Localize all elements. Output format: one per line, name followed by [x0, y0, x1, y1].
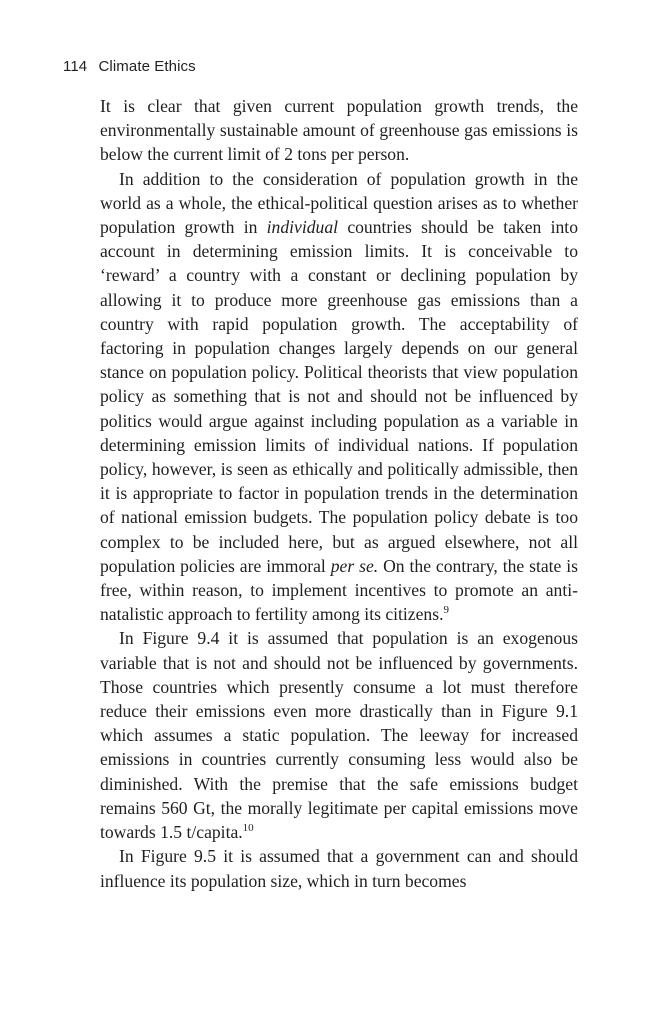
- paragraph: [100, 167, 578, 627]
- text-run: In Figure 9.5 it is assumed that a government can and should influence its population size, which in turn becomes: [100, 846, 578, 891]
- running-head: [63, 58, 196, 75]
- paragraph: [100, 94, 578, 167]
- footnote-marker: 10: [242, 822, 254, 835]
- paragraph: [100, 626, 578, 844]
- italic-text: individual: [266, 217, 339, 238]
- text-run: In Figure 9.4 it is assumed that population is an exogenous variable that is not and should not be influenced by governments. Those countries which presently consume a lot must therefore reduce their emissions even more drastically than in Figure 9.1 which assumes a static population. The leeway for increased emissions in countries currently consuming less would also be diminished. With the premise that the safe emissions budget remains 560 Gt, the morally legitimate per capital emissions move towards 1.5 t/capita.: [100, 628, 578, 843]
- text-run: In addition to the consideration of population growth in the world as a whole, the ethical-political question arises as to whether population growth in: [100, 168, 578, 238]
- page-number: 114: [63, 58, 88, 75]
- italic-text: per se.: [330, 555, 379, 576]
- text-run: On the contrary, the state is free, within reason, to implement incentives to promote an anti-natalistic approach to fertility among its citizens.: [100, 555, 579, 625]
- text-run: It is clear that given current population growth trends, the environmentally sustainable amount of greenhouse gas emissions is below the current limit of 2 tons per person.: [100, 96, 578, 165]
- body-text: [100, 94, 578, 893]
- text-run: countries should be taken into account in determining emission limits. It is conceivable to ‘reward’ a country with a constant or declining population by allowing it to produce more greenhouse gas emissions than a country with rapid population growth. The acceptability of factoring in population changes largely depends on our general stance on population policy. Political theorists that view population policy as something that is not and should not be influenced by politics would argue against including population as a variable in determining emission limits of individual nations. If population policy, however, is seen as ethically and politically admissible, then it is appropriate to factor in population trends in the determination of national emission budgets. The population policy debate is too complex to be included here, but as argued elsewhere, not all population policies are immoral: [100, 217, 578, 576]
- running-title: Climate Ethics: [98, 58, 196, 75]
- footnote-marker: 9: [443, 604, 449, 617]
- paragraph: [100, 844, 578, 892]
